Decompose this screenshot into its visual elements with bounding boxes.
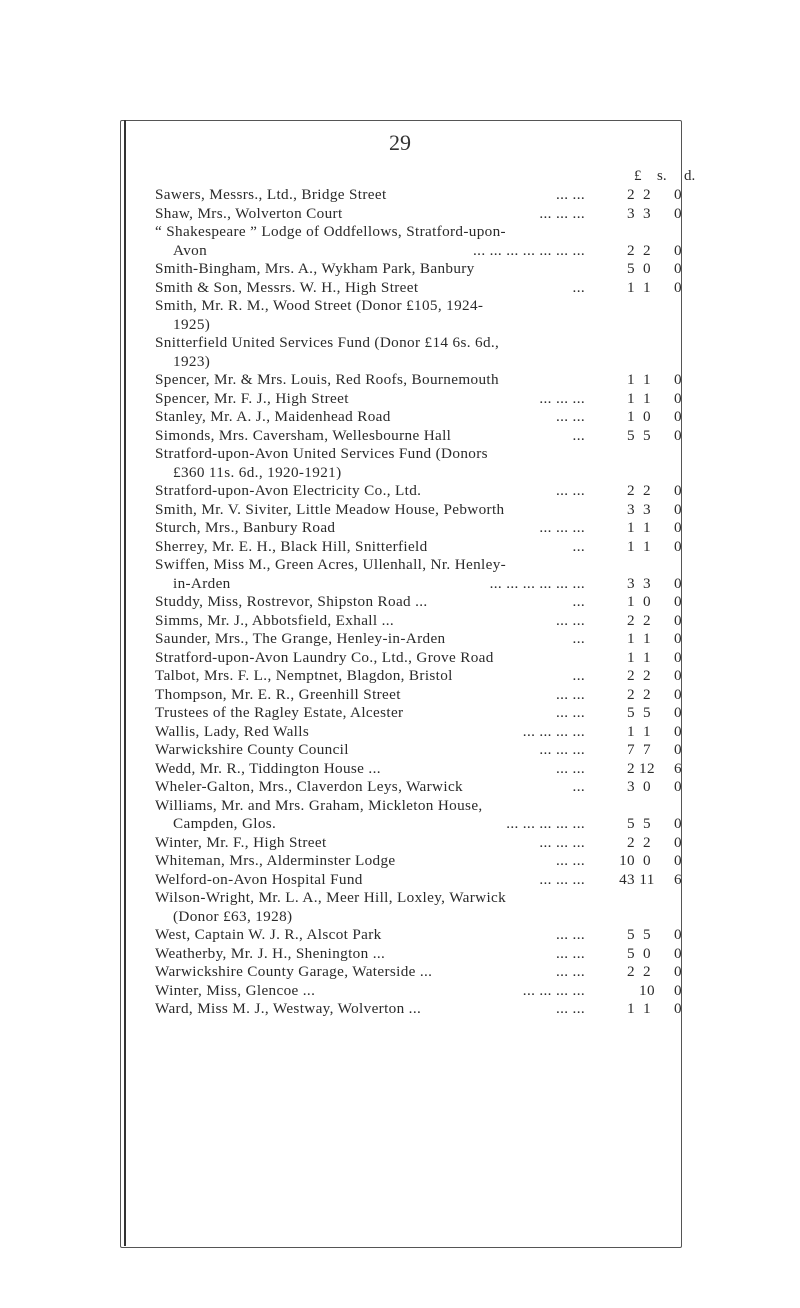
pence-value: 0 xyxy=(674,371,682,388)
table-row xyxy=(155,501,715,520)
table-row xyxy=(155,982,715,1001)
pence-value: 0 xyxy=(674,648,682,666)
entry-name: Sherrey, Mr. E. H., Black Hill, Snitterfield xyxy=(155,537,428,555)
entry-name: Spencer, Mr. & Mrs. Louis, Red Roofs, Bournemouth xyxy=(155,371,499,388)
leader-dots: ... xyxy=(572,778,585,795)
pounds-value: 1 xyxy=(627,648,635,666)
entry-name: Welford-on-Avon Hospital Fund xyxy=(155,870,363,888)
pounds-value: 2 xyxy=(627,685,635,703)
entry-name: West, Captain W. J. R., Alscot Park xyxy=(155,926,382,943)
table-row xyxy=(155,926,715,945)
entry-name: Whiteman, Mrs., Alderminster Lodge xyxy=(155,852,396,869)
pence-value: 0 xyxy=(674,833,682,851)
shillings-value: 2 xyxy=(643,241,651,259)
shillings-value: 7 xyxy=(643,741,651,758)
pounds-value: 1 xyxy=(627,1000,635,1017)
table-row xyxy=(155,686,715,705)
entry-name: Shaw, Mrs., Wolverton Court xyxy=(155,204,343,222)
table-row xyxy=(155,778,715,797)
table-row xyxy=(155,593,715,612)
entry-name: Winter, Miss, Glencoe ... xyxy=(155,981,316,999)
pence-value: 0 xyxy=(674,963,682,980)
entry-name: 1923) xyxy=(173,352,211,370)
leader-dots: ... ... xyxy=(555,759,585,777)
pence-value: 0 xyxy=(674,926,682,943)
leader-dots: ... ... xyxy=(555,944,585,962)
entry-name: Sawers, Messrs., Ltd., Bridge Street xyxy=(155,186,387,203)
table-row xyxy=(155,279,715,298)
entry-name: Sturch, Mrs., Banbury Road xyxy=(155,519,336,536)
entry-name: Warwickshire County Council xyxy=(155,741,349,758)
pounds-value: 3 xyxy=(627,574,635,592)
table-row xyxy=(155,482,715,501)
leader-dots: ... ... ... ... xyxy=(522,722,585,740)
leader-dots: ... ... xyxy=(555,186,585,203)
leader-dots: ... ... xyxy=(555,963,585,980)
shillings-value: 10 xyxy=(639,981,655,999)
table-row xyxy=(155,538,715,557)
entry-name: Warwickshire County Garage, Waterside ... xyxy=(155,963,433,980)
table-row xyxy=(155,242,715,261)
entry-name: Swiffen, Miss M., Green Acres, Ullenhall, Nr. Henley- xyxy=(155,556,507,573)
pence-value: 0 xyxy=(674,574,682,592)
table-row xyxy=(155,1000,715,1019)
pence-value: 0 xyxy=(674,630,682,647)
shillings-value: 5 xyxy=(643,704,651,721)
leader-dots: ... xyxy=(572,593,585,610)
pounds-value: 1 xyxy=(627,408,635,425)
pounds-value: 5 xyxy=(627,815,635,832)
table-row xyxy=(155,371,715,390)
pounds-value: 10 xyxy=(619,852,635,869)
pence-value: 0 xyxy=(674,852,682,869)
pounds-value: 43 xyxy=(619,870,635,888)
shillings-value: 0 xyxy=(643,593,651,610)
pounds-value: 1 xyxy=(627,278,635,296)
pounds-value: 3 xyxy=(627,778,635,795)
leader-dots: ... ... xyxy=(555,704,585,721)
shillings-value: 11 xyxy=(639,870,655,888)
shillings-value: 2 xyxy=(643,667,651,684)
pounds-value: 1 xyxy=(627,593,635,610)
pounds-value: 1 xyxy=(627,371,635,388)
pence-value: 0 xyxy=(674,685,682,703)
pence-value: 0 xyxy=(674,981,682,999)
shillings-value: 3 xyxy=(643,500,651,518)
pence-value: 6 xyxy=(674,759,682,777)
pence-value: 0 xyxy=(674,408,682,425)
pence-value: 0 xyxy=(674,593,682,610)
pence-value: 0 xyxy=(674,260,682,277)
table-row xyxy=(155,297,715,316)
pence-value: 0 xyxy=(674,482,682,499)
pounds-value: 1 xyxy=(627,389,635,407)
pence-value: 0 xyxy=(674,611,682,629)
entry-name: Saunder, Mrs., The Grange, Henley-in-Arden xyxy=(155,630,446,647)
pounds-value: 1 xyxy=(627,630,635,647)
entry-name: Snitterfield United Services Fund (Donor £14 6s. 6d., xyxy=(155,334,500,351)
pounds-value: 3 xyxy=(627,204,635,222)
leader-dots: ... ... xyxy=(555,408,585,425)
leader-dots: ... ... ... xyxy=(539,204,585,222)
table-row xyxy=(155,390,715,409)
table-row xyxy=(155,556,715,575)
leader-dots: ... ... ... ... xyxy=(522,981,585,999)
table-row xyxy=(155,445,715,464)
entry-name: Smith & Son, Messrs. W. H., High Street xyxy=(155,278,419,296)
pence-value: 0 xyxy=(674,815,682,832)
shillings-value: 1 xyxy=(643,389,651,407)
table-row xyxy=(155,519,715,538)
entry-name: Wilson-Wright, Mr. L. A., Meer Hill, Loxley, Warwick xyxy=(155,889,507,906)
table-row xyxy=(155,852,715,871)
entry-name: Wheler-Galton, Mrs., Claverdon Leys, Warwick xyxy=(155,778,463,795)
entry-name: Wedd, Mr. R., Tiddington House ... xyxy=(155,759,381,777)
pounds-value: 2 xyxy=(627,482,635,499)
column-headers xyxy=(155,168,715,186)
pence-value: 0 xyxy=(674,778,682,795)
leader-dots: ... ... ... xyxy=(539,870,585,888)
leader-dots: ... ... xyxy=(555,611,585,629)
pounds-value: 2 xyxy=(627,759,635,777)
entry-name: Trustees of the Ragley Estate, Alcester xyxy=(155,704,404,721)
pence-value: 0 xyxy=(674,426,682,444)
subscriber-list xyxy=(155,168,715,1019)
entry-name: Williams, Mr. and Mrs. Graham, Mickleton House, xyxy=(155,796,483,814)
page-number: 29 xyxy=(389,130,411,155)
shillings-value: 2 xyxy=(643,611,651,629)
pence-value: 0 xyxy=(674,278,682,296)
shillings-value: 0 xyxy=(643,944,651,962)
entry-name: Smith, Mr. V. Siviter, Little Meadow House, Pebworth xyxy=(155,500,505,518)
entry-name: Stanley, Mr. A. J., Maidenhead Road xyxy=(155,408,391,425)
pounds-value: 5 xyxy=(627,260,635,277)
pounds-value: 2 xyxy=(627,611,635,629)
pence-value: 0 xyxy=(674,389,682,407)
entry-name: Ward, Miss M. J., Westway, Wolverton ... xyxy=(155,1000,422,1017)
shillings-value: 3 xyxy=(643,574,651,592)
leader-dots: ... ... ... xyxy=(539,833,585,851)
pounds-header: £ xyxy=(634,168,642,184)
shillings-value: 1 xyxy=(643,1000,651,1017)
table-row xyxy=(155,834,715,853)
pounds-value: 2 xyxy=(627,963,635,980)
leader-dots: ... ... xyxy=(555,926,585,943)
entry-name: in-Arden xyxy=(173,574,231,592)
table-row xyxy=(155,797,715,816)
table-row xyxy=(155,427,715,446)
shillings-value: 0 xyxy=(643,852,651,869)
shillings-value: 1 xyxy=(643,537,651,555)
entry-name: Campden, Glos. xyxy=(173,815,277,832)
table-row xyxy=(155,871,715,890)
shillings-value: 1 xyxy=(643,371,651,388)
table-row xyxy=(155,464,715,483)
leader-dots: ... xyxy=(572,667,585,684)
pounds-value: 1 xyxy=(627,519,635,536)
rows xyxy=(155,186,715,1019)
entry-name: Wallis, Lady, Red Walls xyxy=(155,722,310,740)
table-row xyxy=(155,741,715,760)
shillings-value: 1 xyxy=(643,519,651,536)
shillings-value: 1 xyxy=(643,630,651,647)
table-row xyxy=(155,889,715,908)
shillings-value: 2 xyxy=(643,963,651,980)
shillings-value: 5 xyxy=(643,426,651,444)
table-row xyxy=(155,815,715,834)
entry-name: Stratford-upon-Avon Electricity Co., Ltd. xyxy=(155,482,422,499)
pounds-value: 1 xyxy=(627,537,635,555)
leader-dots: ... ... ... xyxy=(539,741,585,758)
leader-dots: ... ... ... ... ... ... ... xyxy=(473,241,585,259)
shillings-value: 3 xyxy=(643,204,651,222)
pounds-value: 2 xyxy=(627,667,635,684)
pence-header: d. xyxy=(684,168,696,184)
shillings-header: s. xyxy=(657,168,667,184)
table-row xyxy=(155,630,715,649)
table-row xyxy=(155,760,715,779)
leader-dots: ... ... ... ... ... ... xyxy=(489,574,585,592)
pence-value: 0 xyxy=(674,204,682,222)
shillings-value: 2 xyxy=(643,482,651,499)
table-row xyxy=(155,704,715,723)
entry-name: Smith-Bingham, Mrs. A., Wykham Park, Banbury xyxy=(155,260,475,277)
table-row xyxy=(155,963,715,982)
entry-name: Studdy, Miss, Rostrevor, Shipston Road ... xyxy=(155,593,428,610)
pence-value: 0 xyxy=(674,741,682,758)
pence-value: 0 xyxy=(674,519,682,536)
entry-name: (Donor £63, 1928) xyxy=(173,907,293,925)
leader-dots: ... xyxy=(572,278,585,296)
entry-name: Simonds, Mrs. Caversham, Wellesbourne Hall xyxy=(155,426,452,444)
pounds-value: 5 xyxy=(627,926,635,943)
shillings-value: 0 xyxy=(643,260,651,277)
pence-value: 0 xyxy=(674,500,682,518)
leader-dots: ... ... xyxy=(555,1000,585,1017)
table-row xyxy=(155,260,715,279)
pounds-value: 2 xyxy=(627,186,635,203)
entry-name: Avon xyxy=(173,241,208,259)
pence-value: 0 xyxy=(674,241,682,259)
pence-value: 0 xyxy=(674,722,682,740)
table-row xyxy=(155,353,715,372)
entry-name: Talbot, Mrs. F. L., Nemptnet, Blagdon, Bristol xyxy=(155,667,453,684)
pounds-value: 1 xyxy=(627,722,635,740)
shillings-value: 0 xyxy=(643,778,651,795)
pence-value: 0 xyxy=(674,944,682,962)
pence-value: 6 xyxy=(674,870,682,888)
entry-name: Winter, Mr. F., High Street xyxy=(155,833,327,851)
table-row xyxy=(155,408,715,427)
leader-dots: ... ... ... ... ... xyxy=(506,815,585,832)
table-row xyxy=(155,205,715,224)
entry-name: 1925) xyxy=(173,315,211,333)
pence-value: 0 xyxy=(674,186,682,203)
leader-dots: ... xyxy=(572,630,585,647)
leader-dots: ... ... ... xyxy=(539,519,585,536)
table-row xyxy=(155,945,715,964)
leader-dots: ... ... xyxy=(555,482,585,499)
entry-name: £360 11s. 6d., 1920-1921) xyxy=(173,463,342,481)
page-edge xyxy=(124,120,126,1246)
pence-value: 0 xyxy=(674,1000,682,1017)
leader-dots: ... ... ... xyxy=(539,389,585,407)
table-row xyxy=(155,575,715,594)
pounds-value: 2 xyxy=(627,241,635,259)
pounds-value: 2 xyxy=(627,833,635,851)
shillings-value: 5 xyxy=(643,926,651,943)
pence-value: 0 xyxy=(674,667,682,684)
pounds-value: 3 xyxy=(627,500,635,518)
pence-value: 0 xyxy=(674,704,682,721)
table-row xyxy=(155,723,715,742)
shillings-value: 2 xyxy=(643,833,651,851)
shillings-value: 0 xyxy=(643,408,651,425)
table-row xyxy=(155,223,715,242)
table-row xyxy=(155,667,715,686)
table-row xyxy=(155,186,715,205)
pence-value: 0 xyxy=(674,537,682,555)
pounds-value: 5 xyxy=(627,426,635,444)
entry-name: Spencer, Mr. F. J., High Street xyxy=(155,389,349,407)
table-row xyxy=(155,334,715,353)
shillings-value: 2 xyxy=(643,186,651,203)
leader-dots: ... xyxy=(572,537,585,555)
table-row xyxy=(155,316,715,335)
leader-dots: ... xyxy=(572,426,585,444)
entry-name: Thompson, Mr. E. R., Greenhill Street xyxy=(155,685,401,703)
entry-name: Weatherby, Mr. J. H., Shenington ... xyxy=(155,944,386,962)
entry-name: Smith, Mr. R. M., Wood Street (Donor £105, 1924- xyxy=(155,297,484,314)
entry-name: Stratford-upon-Avon United Services Fund (Donors xyxy=(155,445,488,462)
table-row xyxy=(155,908,715,927)
shillings-value: 1 xyxy=(643,648,651,666)
pounds-value: 7 xyxy=(627,741,635,758)
entry-name: Stratford-upon-Avon Laundry Co., Ltd., Grove Road xyxy=(155,648,494,666)
shillings-value: 5 xyxy=(643,815,651,832)
entry-name: “ Shakespeare ” Lodge of Oddfellows, Stratford-upon- xyxy=(155,223,506,240)
shillings-value: 12 xyxy=(639,759,655,777)
leader-dots: ... ... xyxy=(555,852,585,869)
pounds-value: 5 xyxy=(627,944,635,962)
entry-name: Simms, Mr. J., Abbotsfield, Exhall ... xyxy=(155,611,395,629)
pounds-value: 5 xyxy=(627,704,635,721)
shillings-value: 1 xyxy=(643,278,651,296)
leader-dots: ... ... xyxy=(555,685,585,703)
shillings-value: 1 xyxy=(643,722,651,740)
table-row xyxy=(155,612,715,631)
table-row xyxy=(155,649,715,668)
shillings-value: 2 xyxy=(643,685,651,703)
